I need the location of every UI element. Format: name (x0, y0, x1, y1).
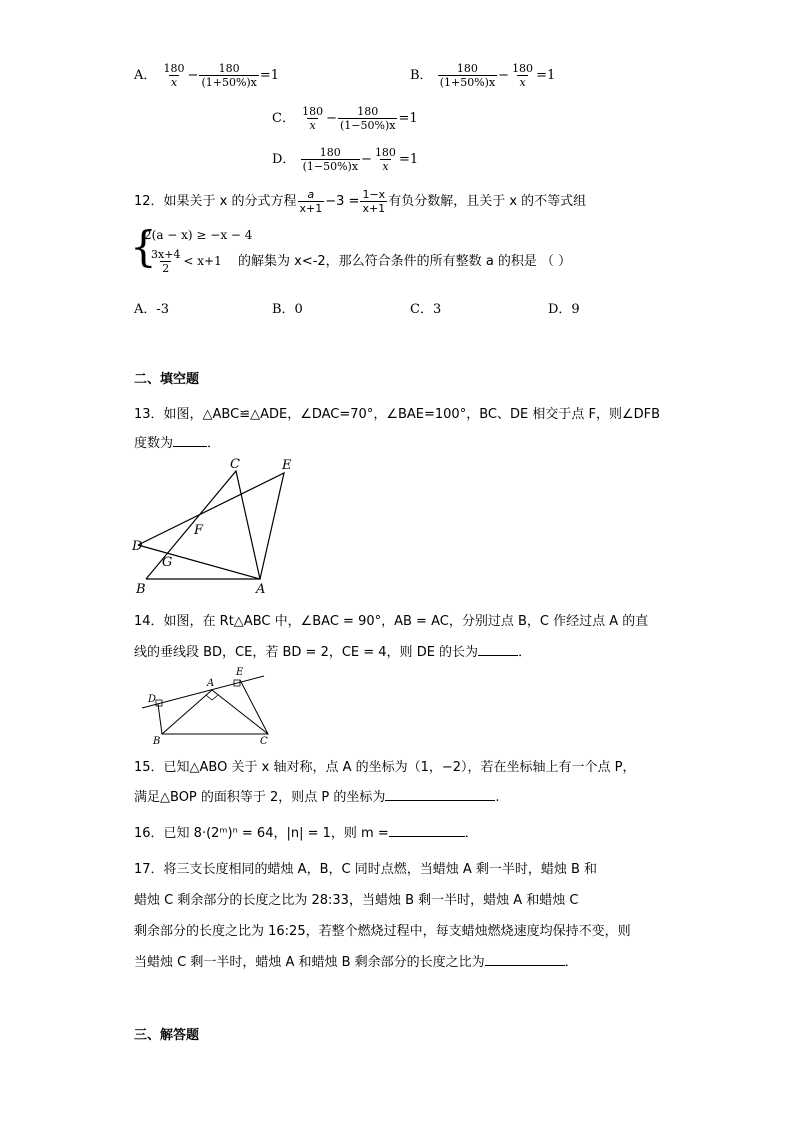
q15-line2: 满足△BOP 的面积等于 2，则点 P 的坐标为 . (134, 790, 500, 805)
right-angle-mark (206, 695, 218, 700)
label-d: D (148, 694, 157, 705)
answer-blank (385, 788, 495, 801)
label-b: B (136, 582, 146, 595)
answer-blank (173, 434, 207, 447)
fraction: $\frac{1-x}{x+1}$ (362, 188, 386, 215)
fraction: $\frac{180}{x}$ (163, 62, 185, 89)
answer-blank (485, 953, 565, 966)
label-c: C (230, 457, 240, 472)
section-title: 二、填空题 (134, 372, 200, 387)
fraction: $\frac{3x+4}{2}$ (151, 248, 181, 275)
q12-choice-c: C．3 (410, 302, 442, 317)
fraction: $\frac{180}{(1-50\%)x}$ (340, 105, 396, 132)
q17-line3: 剩余部分的长度之比为 16:25，若整个燃烧过程中，每支蜡烛燃烧速度均保持不变，则 (134, 924, 631, 939)
q17-line4: 当蜡烛 C 剩一半时，蜡烛 A 和蜡烛 B 剩余部分的长度之比为 ． (134, 955, 578, 970)
q17-line1: 17．将三支长度相同的蜡烛 A，B，C 同时点燃，当蜡烛 A 剩一半时，蜡烛 B 和 (134, 862, 598, 877)
fraction: $\frac{180}{(1+50\%)x}$ (201, 62, 257, 89)
q12-stem: 12．如果关于 x 的分式方程 $\frac{a}{x+1}$ −3 = $\frac{1-x}{x+1}$ 有负分数解，且关于 x 的不等式组 (134, 188, 587, 215)
q12-choice-b: B．0 (272, 302, 303, 317)
label-f: F (194, 523, 204, 538)
section-title: 三、解答题 (134, 1028, 200, 1043)
q14-line2: 线的垂线段 BD，CE，若 BD = 2，CE = 4，则 DE 的长为 ． (134, 645, 532, 660)
q13-figure (130, 455, 300, 595)
fraction: $\frac{180}{x}$ (302, 105, 324, 132)
label-g: G (162, 555, 173, 570)
answer-blank (389, 824, 465, 837)
label-e: E (282, 458, 292, 473)
q14-figure (136, 664, 270, 748)
label-a: A (207, 678, 215, 689)
label-e: E (236, 667, 244, 678)
q11-option-a: A． $\frac{180}{x}$ − $\frac{180}{(1+50\%)x}$ =1 (134, 62, 280, 89)
label-b: B (153, 736, 161, 747)
q12-tail: 的解集为 x<-2，那么符合条件的所有整数 a 的积是 （ ） (238, 254, 572, 269)
fraction: $\frac{180}{(1+50\%)x}$ (439, 62, 496, 89)
fraction: $\frac{a}{x+1}$ (299, 188, 323, 215)
fraction: $\frac{180}{(1-50\%)x}$ (302, 146, 359, 173)
q11-option-d: D． $\frac{180}{(1-50\%)x}$ − $\frac{180}{x}$ =1 (272, 146, 419, 173)
q12-choice-a: A．-3 (134, 302, 170, 317)
q14-line1: 14．如图，在 Rt△ABC 中，∠BAC = 90°，AB = AC，分别过点 B，C 作经过点 A 的直 (134, 614, 649, 629)
label-c: C (260, 736, 268, 747)
label-a: A (256, 582, 266, 595)
brace-icon: { (130, 222, 157, 271)
q11-option-c: C． $\frac{180}{x}$ − $\frac{180}{(1-50\%)x}$ =1 (272, 105, 418, 132)
label-d: D (132, 539, 143, 554)
q13-line2: 度数为 ． (134, 436, 221, 451)
fraction: $\frac{180}{x}$ (512, 62, 534, 89)
q12-choice-d: D．9 (548, 302, 580, 317)
segment-ac (212, 690, 268, 734)
q11-option-b: B． $\frac{180}{(1+50\%)x}$ − $\frac{180}{x}$ =1 (410, 62, 556, 89)
fraction: $\frac{180}{x}$ (374, 146, 396, 173)
q15-line1: 15．已知△ABO 关于 x 轴对称，点 A 的坐标为（1，−2），若在坐标轴上有一个点 P， (134, 760, 636, 775)
answer-blank (478, 643, 518, 656)
q13-line1: 13．如图，△ABC≌△ADE，∠DAC=70°，∠BAE=100°，BC、DE 相交于点 F，则∠DFB (134, 407, 660, 422)
q17-line2: 蜡烛 C 剩余部分的长度之比为 28:33，当蜡烛 B 剩一半时，蜡烛 A 和蜡烛 C (134, 893, 579, 908)
q16-text: 16．已知 8·(2ᵐ)ⁿ = 64，|n| = 1，则 m = ． (134, 826, 478, 841)
